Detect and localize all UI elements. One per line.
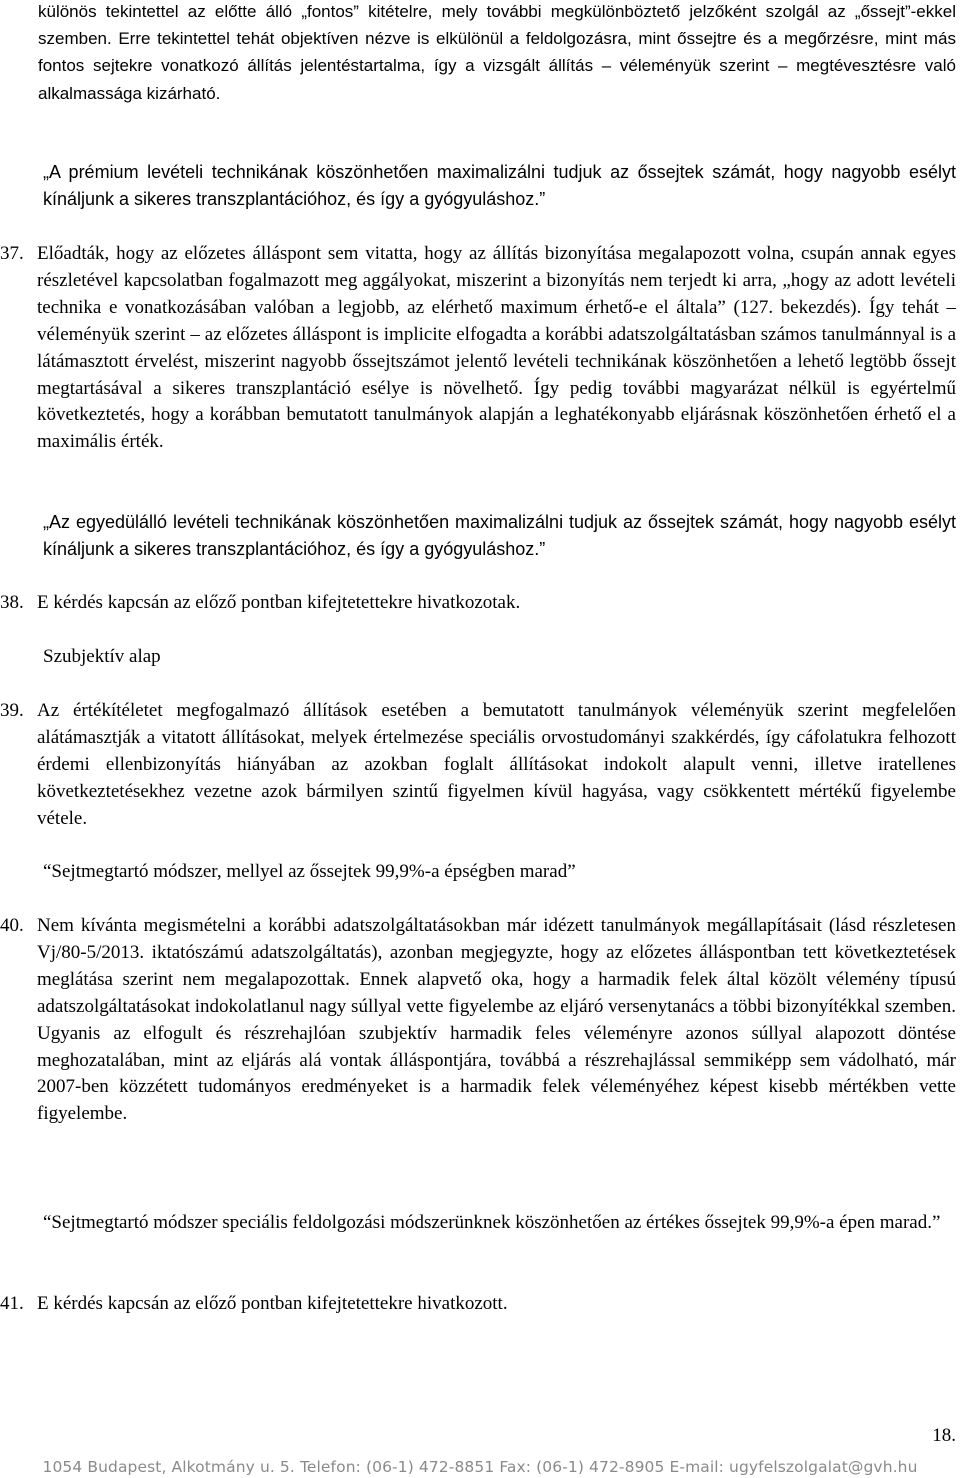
- intro-paragraph: különös tekintettel az előtte álló „fontos” kitételre, mely további megkülönböztető jelzőként szolgál az „őssejt”-ekkel szemben. Erre tekintettel tehát objektíven nézve is elkülönül a feldolgozásra, mint őssejtre és a megőrzésre, mint más fontos sejtekre vonatkozó állítás jelentéstartalma, így a vizsgált állítás – véleményük szerint – megtévesztésre való alkalmassága kizárható.: [38, 2, 956, 103]
- paragraph-text: Nem kívánta megismételni a korábbi adatszolgáltatásokban már idézett tanulmányok megállapításait (lásd részletesen Vj/80-5/2013. iktatószámú adatszolgáltatás), azonban megjegyzte, hogy az előzetes álláspontban tett következtetések meglátása szerint nem megalapozottak. Ennek alapvető oka, hogy a harmadik felek által közölt vélemény típusú adatszolgáltatásokat indokolatlanul nagy súllyal vette figyelembe az eljáró versenytanács a többi bizonyítékkal szemben. Ugyanis az elfogult és részrehajlóan szubjektív harmadik feles véleményre azonos súllyal alapozott döntése meghozatalában, mint az eljárás alá vontak álláspontjára, továbbá a részrehajlással semmiképp sem vádolható, már 2007-ben közzétett tudományos eredményeket is a harmadik felek véleményéhez képest kisebb mértékben vette figyelembe.: [37, 915, 956, 1125]
- page-number: 18.: [932, 1425, 956, 1446]
- footer-contact: 1054 Budapest, Alkotmány u. 5. Telefon: (06-1) 472-8851 Fax: (06-1) 472-8905 E-mail: ugyfelszolgalat@gvh.hu: [42, 1458, 918, 1476]
- paragraph-number: 37.: [0, 243, 24, 264]
- section-heading-subjective: Szubjektív alap: [43, 646, 161, 667]
- paragraph-number: 41.: [0, 1293, 24, 1314]
- paragraph-number: 40.: [0, 915, 24, 936]
- paragraph-40: [0, 913, 956, 1128]
- paragraph-41: [0, 1291, 956, 1318]
- paragraph-38: [0, 590, 956, 617]
- paragraph-number: 38.: [0, 592, 24, 613]
- paragraph-text: Az értékítéletet megfogalmazó állítások esetében a bemutatott tanulmányok véleményük szerint megfelelően alátámasztják a vitatott állításokat, melyek értelmezése speciális orvostudományi szakkérdés, így cáfolatukra felhozott érdemi ellenbizonyítás hiányában az azokban foglalt állításokat indokolt alapult venni, illetve iratellenes következtetésekhez vezetne azok bármilyen szintű figyelmen kívül hagyása, vagy csökkentett mértékű figyelembe vétele.: [37, 700, 956, 829]
- quote-premium-technique: „A prémium levételi technikának köszönhetően maximalizálni tudjuk az őssejtek számát, hogy nagyobb esélyt kínáljunk a sikeres transzplantációhoz, és így a gyógyuláshoz.”: [43, 162, 956, 209]
- quote-cell-retention-method: “Sejtmegtartó módszer, mellyel az őssejtek 99,9%-a épségben marad”: [43, 861, 576, 882]
- paragraph-text: Előadták, hogy az előzetes álláspont sem vitatta, hogy az állítás bizonyítása megalapozott volna, csupán annak egyes részletével kapcsolatban fogalmazott meg aggályokat, miszerint a bizonyítás nem terjedt ki arra, „hogy az adott levételi technika e vonatkozásában valóban a legjobb, az elérhető maximum érhető-e el általa” (127. bekezdés). Így tehát – véleményük szerint – az előzetes álláspont is implicite elfogadta a korábbi adatszolgáltatásban számos tanulmánnyal is a látámasztott érvelést, miszerint nagyobb őssejtszámot jelentő levételi technikának köszönhetően a lehető legtöbb őssejt megtartásával a sikeres transzplantáció esélye is növelhető. Így pedig további magyarázat nélkül is egyértelmű következtetés, hogy a korábban bemutatott tanulmányok alapján a leghatékonyabb eljárásnak köszönhetően érhető el a maximális érték.: [37, 243, 956, 453]
- quote-unique-technique: „Az egyedülálló levételi technikának köszönhetően maximalizálni tudjuk az őssejtek számát, hogy nagyobb esélyt kínáljunk a sikeres transzplantációhoz, és így a gyógyuláshoz.”: [43, 512, 956, 559]
- paragraph-number: 39.: [0, 700, 24, 721]
- paragraph-text: E kérdés kapcsán az előző pontban kifejtetettekre hivatkozott.: [37, 1293, 508, 1314]
- quote-special-processing: “Sejtmegtartó módszer speciális feldolgozási módszerünknek köszönhetően az értékes őssejtek 99,9%-a épen marad.”: [43, 1212, 941, 1233]
- paragraph-text: E kérdés kapcsán az előző pontban kifejtetettekre hivatkozotak.: [37, 592, 521, 613]
- paragraph-37: [0, 241, 956, 456]
- paragraph-39: [0, 698, 956, 833]
